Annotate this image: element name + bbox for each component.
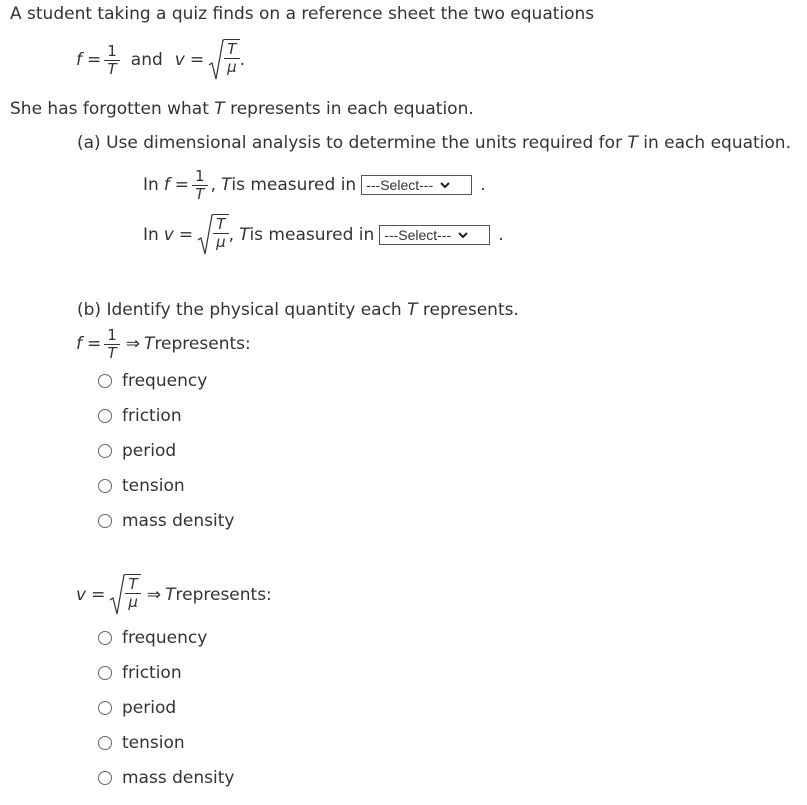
numerator: 1 — [107, 41, 117, 60]
measured-label: is measured in — [231, 175, 357, 195]
radio-circle[interactable] — [98, 771, 112, 785]
equals-sign: = — [178, 225, 194, 245]
var-v: v — [174, 50, 185, 70]
chevron-down-icon — [439, 179, 451, 191]
chevron-down-icon — [457, 229, 469, 241]
denominator: μ — [213, 233, 229, 251]
forgot-text-part: represents in each equation. — [224, 99, 474, 119]
part-b-question — [77, 300, 519, 320]
radio-option-frequency[interactable] — [98, 369, 234, 393]
var-T: T — [239, 225, 250, 245]
option-label: period — [122, 441, 177, 461]
var-T: T — [214, 99, 225, 119]
option-label: period — [122, 698, 177, 718]
denominator: μ — [224, 58, 240, 76]
in-label: In — [143, 175, 159, 195]
var-T: T — [165, 585, 176, 605]
equals-sign: = — [87, 50, 102, 70]
radio-circle[interactable] — [98, 479, 112, 493]
radio-option-frequency[interactable] — [98, 626, 234, 650]
denominator: T — [104, 60, 120, 78]
sqrt-T-over-mu — [197, 214, 229, 256]
radio-group-v — [98, 626, 234, 790]
radio-circle[interactable] — [98, 374, 112, 388]
part-a-text: (a) Use dimensional analysis to determine the units required for — [77, 133, 628, 153]
sqrt-T-over-mu — [109, 574, 141, 616]
equals-sign: = — [87, 334, 102, 354]
part-b-text: (b) Identify the physical quantity each — [77, 300, 408, 320]
var-T: T — [144, 334, 155, 354]
fraction-1-over-T — [192, 168, 208, 203]
radio-circle[interactable] — [98, 409, 112, 423]
part-a-question — [77, 133, 791, 153]
option-label: frequency — [122, 628, 208, 648]
units-select-f[interactable] — [361, 175, 472, 195]
intro-text: A student taking a quiz finds on a reference sheet the two equations — [10, 4, 595, 24]
forgot-text-part: She has forgotten what — [10, 99, 215, 119]
radio-circle[interactable] — [98, 701, 112, 715]
var-T: T — [627, 133, 638, 153]
part-a-text: in each equation. — [637, 133, 791, 153]
sqrt-T-over-mu — [208, 39, 240, 81]
numerator: T — [128, 575, 138, 593]
radio-option-period[interactable] — [98, 696, 234, 720]
represents-label: represents: — [175, 585, 272, 605]
radical-sign-icon — [208, 39, 224, 81]
period: . — [480, 175, 486, 195]
radio-group-f — [98, 369, 234, 533]
units-row-f — [143, 164, 486, 206]
var-v: v — [163, 225, 174, 245]
equals-sign: = — [91, 585, 106, 605]
units-select-v[interactable] — [379, 225, 490, 245]
reference-equations — [76, 38, 245, 82]
radio-circle[interactable] — [98, 514, 112, 528]
radio-circle[interactable] — [98, 631, 112, 645]
denominator: μ — [125, 593, 141, 611]
represents-label: represents: — [154, 334, 251, 354]
var-T: T — [221, 175, 232, 195]
select-value: ---Select--- — [366, 177, 434, 193]
radio-option-friction[interactable] — [98, 661, 234, 685]
and-text: and — [130, 50, 163, 70]
denominator: T — [192, 185, 208, 203]
part-b-text: represents. — [417, 300, 519, 320]
equals-sign: = — [174, 175, 190, 195]
radio-circle[interactable] — [98, 444, 112, 458]
denominator: T — [104, 344, 120, 362]
identify-row-v — [76, 572, 272, 618]
comma: , — [210, 175, 216, 195]
fraction-1-over-T — [104, 327, 120, 362]
implies-arrow: ⇒ — [146, 585, 162, 605]
var-T: T — [407, 300, 418, 320]
option-label: friction — [122, 406, 182, 426]
in-label: In — [143, 225, 159, 245]
option-label: tension — [122, 733, 185, 753]
radio-option-friction[interactable] — [98, 404, 234, 428]
numerator: 1 — [107, 325, 117, 344]
radio-circle[interactable] — [98, 736, 112, 750]
var-f: f — [163, 175, 170, 195]
measured-label: is measured in — [249, 225, 375, 245]
var-f: f — [76, 50, 82, 70]
implies-arrow: ⇒ — [125, 334, 141, 354]
radio-circle[interactable] — [98, 666, 112, 680]
var-f: f — [76, 334, 82, 354]
radical-sign-icon — [109, 574, 125, 616]
radical-sign-icon — [197, 214, 213, 256]
identify-row-f — [76, 323, 251, 365]
comma: , — [228, 225, 235, 245]
option-label: friction — [122, 663, 182, 683]
option-label: mass density — [122, 511, 235, 531]
radio-option-mass-density[interactable] — [98, 509, 234, 533]
radio-option-tension[interactable] — [98, 474, 234, 498]
radio-option-tension[interactable] — [98, 731, 234, 755]
var-v: v — [76, 585, 87, 605]
select-value: ---Select--- — [384, 227, 452, 243]
period: . — [239, 50, 246, 70]
option-label: tension — [122, 476, 185, 496]
numerator: 1 — [195, 166, 205, 185]
numerator: T — [227, 40, 237, 58]
radio-option-period[interactable] — [98, 439, 234, 463]
equals-sign: = — [189, 50, 205, 70]
numerator: T — [216, 215, 226, 233]
option-label: frequency — [122, 371, 208, 391]
period: . — [498, 225, 504, 245]
forgot-text — [10, 99, 474, 119]
radio-option-mass-density[interactable] — [98, 766, 234, 790]
fraction-1-over-T — [104, 43, 120, 78]
option-label: mass density — [122, 768, 235, 788]
units-row-v — [143, 212, 504, 258]
